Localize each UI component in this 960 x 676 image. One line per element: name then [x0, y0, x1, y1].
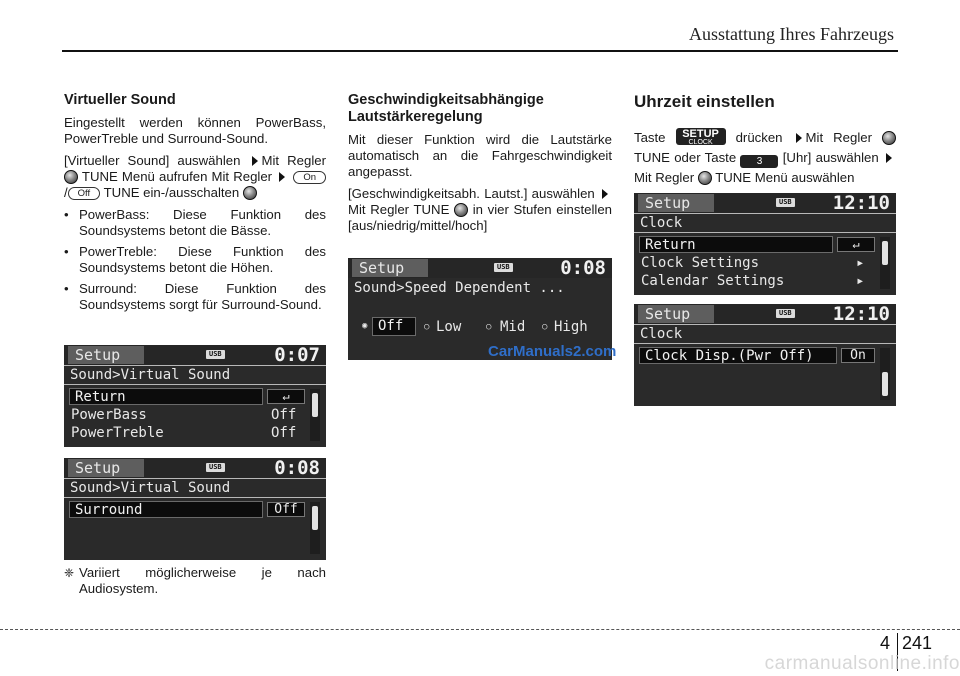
screen-time: 0:08 — [560, 258, 606, 279]
screen-clock-display — [634, 304, 896, 406]
tune-knob-icon — [882, 131, 896, 145]
screen-virtual-sound-2 — [64, 458, 326, 560]
screen-path: Clock — [634, 325, 896, 343]
screen-path: Sound>Speed Dependent ... — [348, 279, 612, 297]
footnote: ❈ Variiert möglicherweise je nach Audiosystem. — [64, 565, 326, 596]
return-icon: ↵ — [267, 389, 305, 404]
usb-badge: USB — [494, 263, 513, 272]
intro-text: Eingestellt werden können PowerBass, PowerTreble und Surround-Sound. — [64, 115, 326, 146]
usb-badge: USB — [776, 198, 795, 207]
screen-selected-item: Clock Disp.(Pwr Off) — [639, 347, 837, 364]
screen-time: 0:08 — [274, 458, 320, 479]
screen-path: Clock — [634, 214, 896, 232]
screen-item-label: Clock Settings — [641, 255, 760, 271]
screen-title: Setup — [68, 346, 144, 364]
tune-knob-icon — [454, 203, 468, 217]
screen-item-value: On — [841, 348, 875, 363]
note-mark-icon: ❈ — [64, 566, 75, 580]
scrollbar — [310, 389, 320, 441]
radio-icon: ○ — [542, 322, 548, 332]
column-clock — [634, 92, 896, 194]
chapter-number: 4 — [880, 633, 891, 653]
watermark: CarManuals2.com — [488, 343, 617, 360]
off-button-icon: Off — [68, 187, 101, 200]
screen-time: 12:10 — [832, 304, 890, 325]
option-high: High — [554, 319, 588, 335]
screen-time: 0:07 — [274, 345, 320, 366]
list-item: • PowerTreble: Diese Funktion des Soundsystems betont die Höhen. — [64, 244, 326, 276]
scrollbar — [310, 502, 320, 554]
screen-virtual-sound-1 — [64, 345, 326, 447]
arrow-right-icon — [252, 156, 258, 166]
section-heading: Uhrzeit einstellen — [634, 92, 775, 111]
tune-knob-icon — [243, 186, 257, 200]
site-watermark: carmanualsonline.info — [764, 653, 960, 674]
usb-badge: USB — [206, 463, 225, 472]
column-virtual-sound — [64, 92, 326, 318]
scrollbar — [880, 348, 890, 400]
arrow-right-icon — [279, 172, 285, 182]
footer-rule — [0, 629, 960, 630]
screen-return-item: Return — [639, 236, 833, 253]
screen-path: Sound>Virtual Sound — [64, 366, 326, 384]
tune-knob-icon — [698, 171, 712, 185]
arrow-right-icon — [796, 133, 802, 143]
column-speed-volume — [348, 92, 612, 240]
screen-clock-menu — [634, 193, 896, 295]
feature-list — [64, 207, 326, 313]
option-mid: Mid — [500, 319, 526, 335]
return-icon: ↵ — [837, 237, 875, 252]
screen-item-value: Off — [271, 407, 297, 423]
list-item: • PowerBass: Diese Funktion des Soundsystems betont die Bässe. — [64, 207, 326, 239]
chevron-right-icon: ▸ — [856, 255, 865, 271]
instruction-text: [Virtueller Sound] auswählen Mit Regler TUNE Menü aufrufen Mit Regler On/ Off TUNE ein-/ausschalten — [64, 153, 326, 200]
key-3-icon: 3 — [740, 155, 778, 168]
screen-title: Setup — [68, 459, 144, 477]
section-heading: Virtueller Sound — [64, 92, 176, 108]
radio-icon: ○ — [424, 322, 430, 332]
option-low: Low — [436, 319, 462, 335]
screen-item-label: PowerBass — [71, 407, 147, 423]
arrow-right-icon — [602, 189, 608, 199]
screen-title: Setup — [638, 305, 714, 323]
chevron-right-icon: ▸ — [856, 273, 865, 289]
list-item: • Surround: Diese Funktion des Soundsystems sorgt für Surround-Sound. — [64, 281, 326, 313]
header-rule — [62, 50, 898, 52]
screen-title: Setup — [638, 194, 714, 212]
instruction-text: Taste SETUP CLOCK drücken Mit Regler TUNE oder Taste 3 [Uhr] auswählen Mit Regler TUNE Menü auswählen — [634, 128, 896, 188]
arrow-right-icon — [886, 153, 892, 163]
screen-item-value: Off — [271, 425, 297, 441]
on-button-icon: On — [293, 171, 326, 184]
intro-text: Mit dieser Funktion wird die Lautstärke automatisch an die Fahrgeschwindigkeit angepasst. — [348, 132, 612, 179]
screen-title: Setup — [352, 259, 428, 277]
usb-badge: USB — [206, 350, 225, 359]
screen-item-value: Off — [267, 502, 305, 517]
radio-icon: ○ — [486, 322, 492, 332]
tune-knob-icon — [64, 170, 78, 184]
usb-badge: USB — [776, 309, 795, 318]
screen-item-label: PowerTreble — [71, 425, 164, 441]
setup-clock-key-icon: SETUP CLOCK — [676, 128, 726, 145]
screen-time: 12:10 — [832, 193, 890, 214]
screen-selected-item: Surround — [69, 501, 263, 518]
screen-item-label: Calendar Settings — [641, 273, 785, 289]
page-header-title: Ausstattung Ihres Fahrzeugs — [689, 24, 894, 44]
radio-selected-icon: ◉ — [362, 321, 368, 331]
screen-path: Sound>Virtual Sound — [64, 479, 326, 497]
instruction-text: [Geschwindigkeitsabh. Lautst.] auswählen Mit Regler TUNE in vier Stufen einstellen [aus/niedrig/mittel/hoch] — [348, 186, 612, 233]
scrollbar — [880, 237, 890, 289]
screen-return-item: Return — [69, 388, 263, 405]
option-off: Off — [372, 317, 416, 336]
page-number: 241 — [902, 633, 933, 653]
section-heading: Geschwindigkeitsabhängige Lautstärkeregelung — [348, 92, 544, 125]
